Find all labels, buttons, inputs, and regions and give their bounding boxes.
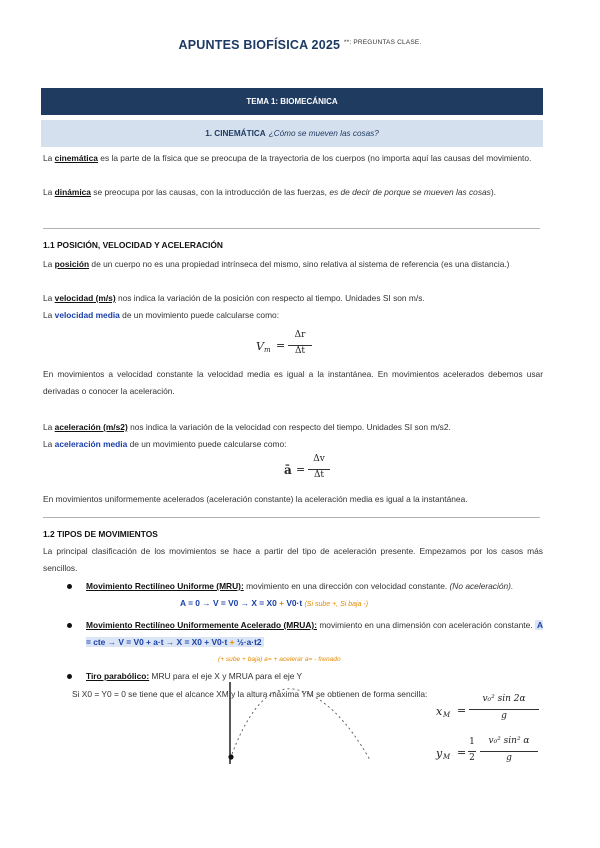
eq-num: v₀² sin 2α [482,694,526,704]
eq-den: Δt [294,346,306,356]
text-pre: La [43,259,53,269]
divider [43,228,540,229]
term-cinematica: cinemática [54,153,98,163]
eq-lhs: V [256,340,264,353]
text-pre: La [43,422,53,432]
velocidad-media-equation: V m = Δr Δt [256,330,346,360]
aceleracion-paragraph [43,419,543,436]
trajectory [232,689,370,760]
eq-sub: m [264,346,271,354]
heading-1-2: 1.2 TIPOS DE MOVIMIENTOS [43,529,158,539]
text-body: de un cuerpo no es una propiedad intrínseca del mismo, sino relativa al sistema de referencia (es una distancia.) [91,259,510,269]
eq-den: g [501,711,507,721]
text-body: movimiento en una dirección con velocidad constante. [246,581,448,591]
mrua-formula: A = cte → V = V0 + a·t → X = X0 + V0·t [86,620,543,647]
text-end: ). [490,187,496,197]
eq-lhs: x [436,705,443,718]
eq-den: Δt [313,470,325,480]
term-tiro: Tiro parabólico: [86,671,150,681]
heading-1-1: 1.1 POSICIÓN, VELOCIDAD Y ACELERACIÓN [43,240,223,250]
mrua-item [86,617,543,651]
mrua-plus: + [229,637,235,647]
text-body: movimiento en una dimensión con aceleración constante. [319,620,533,630]
text-italic: es de decir de porque se mueven las cosas [329,187,491,197]
velocidad-media-paragraph [43,307,543,324]
text-pre: La [43,153,53,163]
divider [43,517,540,518]
eq-lhs: ā [284,463,292,477]
eq-num: Δv [313,454,325,464]
ym-equation: y M = 1 2 v₀² sin² α g [436,734,546,770]
text-body: nos indica la variación de la posición con respecto al tiempo. Unidades SI son m/s. [117,293,425,303]
page-title [0,38,600,52]
text-pre: La [43,293,53,303]
eq-lhs: y [436,747,443,760]
text-pre: La [43,187,53,197]
bullet [67,674,72,679]
velocidad-paragraph [43,290,543,307]
text-italic: (No aceleración). [449,581,514,591]
term-mru: Movimiento Rectilíneo Uniforme (MRU): [86,581,244,591]
bullet [67,584,72,589]
eq-sub: M [443,711,451,719]
text-body: se preocupa por las causas, con la introducción de las fuerzas, [93,187,327,197]
mru-formula-2: V0·t [286,598,303,608]
bullet [67,623,72,628]
term-velocidad-media: velocidad media [54,310,120,320]
eq-num: Δr [294,330,306,340]
posicion-paragraph [43,256,543,273]
tiro-paragraph: Si X0 = Y0 = 0 se tiene que el alcance XM y la altura máxima YM se obtienen de forma sencilla: [72,689,428,699]
term-mrua: Movimiento Rectilíneo Uniformemente Acelerado (MRUA): [86,620,317,630]
text-body: de un movimiento puede calcularse como: [122,310,280,320]
section-band [41,88,543,115]
eq-den: g [506,753,512,763]
term-aceleracion: aceleración (m/s2) [54,422,128,432]
term-posicion: posición [54,259,90,269]
text-body: es la parte de la física que se preocupa de la trayectoria de los cuerpos (no importa aquí las causas del movimiento. [100,153,532,163]
eq-sub: M [443,753,451,761]
xm-equation: x M = v₀² sin 2α g [436,692,546,728]
subband-italic: ¿Cómo se mueven las cosas? [268,129,379,138]
text-body: nos indica la variación de la velocidad con respecto del tiempo. Unidades SI son m/s2. [130,422,451,432]
text-body: de un movimiento puede calcularse como: [129,439,287,449]
term-velocidad: velocidad (m/s) [54,293,116,303]
eq-num: v₀² sin² α [488,736,530,746]
mru-plus: + [279,598,284,608]
mru-formula-line [180,595,368,613]
aceleracion-media-explanation: En movimientos uniformemente acelerados (aceleración constante) la aceleración media es igual a la instantánea. [43,494,468,504]
velocidad-media-explanation: En movimientos a velocidad constante la velocidad media es igual a la instantánea. En movimientos acelerados debemos usar derivadas o conocer la aceleración. [43,369,543,396]
band-label: TEMA 1: BIOMECÁNICA [246,97,338,106]
text-pre: La [43,439,53,449]
title-note: **: PREGUNTAS CLASE. [343,39,422,46]
subsection-band [41,120,543,147]
mrua-formula-2: ½·a·t2 [236,637,262,647]
term-aceleracion-media: aceleración media [54,439,128,449]
eq-frac-den: 2 [469,753,475,763]
text-body: MRU para el eje X y MRUA para el eje Y [151,671,303,681]
mrua-note: (+ sube + baja) a= + acelerar a= - frenado [218,656,341,663]
eq-frac-num: 1 [469,737,475,747]
mru-item [86,578,543,595]
mru-note: (Si sube +, Si baja -) [304,601,369,608]
title-text: APUNTES BIOFÍSICA 2025 [178,38,341,52]
launch-point [228,754,233,759]
mru-formula: A = 0 → V = V0 → X = X0 [180,598,277,608]
aceleracion-media-paragraph [43,436,543,453]
tipos-intro: La principal clasificación de los movimientos se hace a partir del tipo de aceleración presente. Empezamos por los casos más sencillos. [43,546,543,573]
parabola-figure [222,682,372,764]
dinamica-paragraph [43,184,543,201]
aceleracion-media-equation: ā = Δv Δt [284,454,354,484]
text-pre: La [43,310,53,320]
subband-bold: 1. CINEMÁTICA [205,129,266,138]
term-dinamica: dinámica [54,187,91,197]
cinematica-paragraph [43,150,543,167]
